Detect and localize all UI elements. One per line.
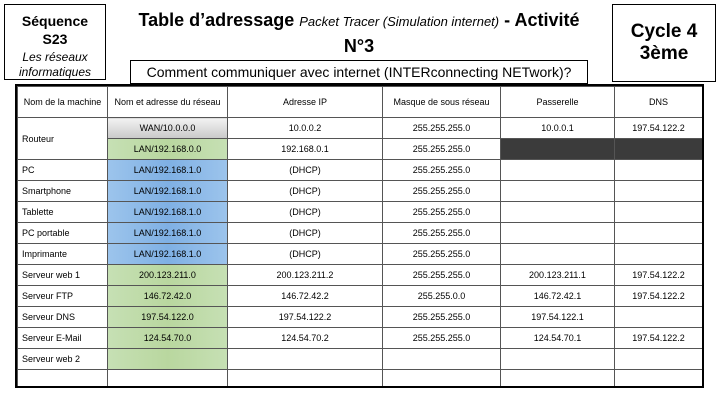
- cell-name: [18, 370, 108, 389]
- header-network: Nom et adresse du réseau: [108, 87, 228, 118]
- table-row: [18, 286, 703, 307]
- cell-mask: 255.255.255.0: [383, 244, 501, 265]
- addressing-table-frame: [15, 84, 704, 388]
- title-number: N°3: [343, 36, 375, 56]
- cell-router-name: Routeur: [18, 118, 108, 160]
- table-header-row: [18, 87, 703, 118]
- cell-router-lan-dns-disabled: [615, 139, 703, 160]
- table-row: [18, 370, 703, 389]
- cell-gateway: [501, 349, 615, 370]
- cell-network: LAN/192.168.1.0: [108, 244, 228, 265]
- grade-label: 3ème: [639, 43, 689, 64]
- cell-router-wan-dns: 197.54.122.2: [615, 118, 703, 139]
- cell-dns: [615, 181, 703, 202]
- cell-network: [108, 349, 228, 370]
- cell-ip: 197.54.122.2: [228, 307, 383, 328]
- table-row: [18, 328, 703, 349]
- cell-mask: 255.255.255.0: [383, 202, 501, 223]
- cell-router-wan-network: WAN/10.0.0.0: [108, 118, 228, 139]
- table-row: [18, 160, 703, 181]
- title-activity: - Activité: [504, 10, 580, 30]
- table-row: [18, 307, 703, 328]
- cell-dns: 197.54.122.2: [615, 265, 703, 286]
- cell-gateway: [501, 202, 615, 223]
- cell-gateway: 146.72.42.1: [501, 286, 615, 307]
- cell-name: Serveur FTP: [18, 286, 108, 307]
- cell-mask: [383, 370, 501, 389]
- cell-name: Serveur web 2: [18, 349, 108, 370]
- cell-router-wan-mask: 255.255.255.0: [383, 118, 501, 139]
- table-row: [18, 265, 703, 286]
- cell-dns: [615, 370, 703, 389]
- cell-mask: 255.255.255.0: [383, 181, 501, 202]
- cell-ip: 200.123.211.2: [228, 265, 383, 286]
- cell-dns: [615, 244, 703, 265]
- cell-gateway: [501, 223, 615, 244]
- cell-name: Smartphone: [18, 181, 108, 202]
- cell-ip: (DHCP): [228, 181, 383, 202]
- cell-network: 124.54.70.0: [108, 328, 228, 349]
- cell-name: PC: [18, 160, 108, 181]
- title-main: Table d’adressage: [138, 10, 295, 30]
- cell-ip: 124.54.70.2: [228, 328, 383, 349]
- cell-network: 146.72.42.0: [108, 286, 228, 307]
- sequence-topic: Les réseaux informatiques: [18, 50, 92, 79]
- header-dns: DNS: [615, 87, 703, 118]
- cell-network: [108, 370, 228, 389]
- header-gateway: Passerelle: [501, 87, 615, 118]
- cell-ip: (DHCP): [228, 223, 383, 244]
- cell-name: Serveur web 1: [18, 265, 108, 286]
- cell-dns: [615, 160, 703, 181]
- cell-network: LAN/192.168.1.0: [108, 181, 228, 202]
- cell-gateway: 197.54.122.1: [501, 307, 615, 328]
- table-row: [18, 202, 703, 223]
- cell-ip: 146.72.42.2: [228, 286, 383, 307]
- cell-ip: (DHCP): [228, 244, 383, 265]
- cell-router-lan-network: LAN/192.168.0.0: [108, 139, 228, 160]
- page-title: [112, 8, 606, 58]
- table-row: [18, 181, 703, 202]
- table-row: [18, 349, 703, 370]
- cell-name: Serveur DNS: [18, 307, 108, 328]
- header-machine: Nom de la machine: [18, 87, 108, 118]
- cell-dns: [615, 223, 703, 244]
- cell-mask: 255.255.0.0: [383, 286, 501, 307]
- cell-ip: [228, 349, 383, 370]
- cell-mask: 255.255.255.0: [383, 223, 501, 244]
- cell-router-lan-mask: 255.255.255.0: [383, 139, 501, 160]
- sequence-code: S23: [42, 31, 68, 47]
- cell-ip: [228, 370, 383, 389]
- cell-mask: 255.255.255.0: [383, 160, 501, 181]
- subtitle: Comment communiquer avec internet (INTERconnecting NETwork)?: [130, 60, 588, 84]
- cell-router-lan-ip: 192.168.0.1: [228, 139, 383, 160]
- cell-gateway: [501, 181, 615, 202]
- cell-gateway: 200.123.211.1: [501, 265, 615, 286]
- cell-router-lan-gateway-disabled: [501, 139, 615, 160]
- cell-router-wan-gateway: 10.0.0.1: [501, 118, 615, 139]
- addressing-table: [17, 86, 703, 388]
- cell-name: PC portable: [18, 223, 108, 244]
- cell-gateway: 124.54.70.1: [501, 328, 615, 349]
- cell-name: Serveur E-Mail: [18, 328, 108, 349]
- cell-name: Tablette: [18, 202, 108, 223]
- cell-dns: 197.54.122.2: [615, 328, 703, 349]
- cell-network: LAN/192.168.1.0: [108, 160, 228, 181]
- cell-dns: [615, 202, 703, 223]
- cycle-box: [612, 4, 716, 82]
- title-sub: Packet Tracer (Simulation internet): [299, 14, 500, 29]
- cell-mask: 255.255.255.0: [383, 307, 501, 328]
- cell-mask: [383, 349, 501, 370]
- cell-dns: [615, 349, 703, 370]
- cell-mask: 255.255.255.0: [383, 328, 501, 349]
- table-row-router-lan: [18, 139, 703, 160]
- cycle-label: Cycle 4: [630, 21, 698, 42]
- table-row-router-wan: [18, 118, 703, 139]
- cell-ip: (DHCP): [228, 160, 383, 181]
- cell-dns: [615, 307, 703, 328]
- sequence-label: Séquence: [21, 13, 89, 29]
- cell-mask: 255.255.255.0: [383, 265, 501, 286]
- cell-network: 197.54.122.0: [108, 307, 228, 328]
- header-mask: Masque de sous réseau: [383, 87, 501, 118]
- cell-ip: (DHCP): [228, 202, 383, 223]
- cell-name: Imprimante: [18, 244, 108, 265]
- header-ip: Adresse IP: [228, 87, 383, 118]
- cell-dns: 197.54.122.2: [615, 286, 703, 307]
- table-row: [18, 244, 703, 265]
- cell-network: LAN/192.168.1.0: [108, 223, 228, 244]
- cell-network: LAN/192.168.1.0: [108, 202, 228, 223]
- cell-gateway: [501, 370, 615, 389]
- cell-gateway: [501, 160, 615, 181]
- cell-gateway: [501, 244, 615, 265]
- cell-router-wan-ip: 10.0.0.2: [228, 118, 383, 139]
- sequence-box: [4, 4, 106, 80]
- cell-network: 200.123.211.0: [108, 265, 228, 286]
- table-row: [18, 223, 703, 244]
